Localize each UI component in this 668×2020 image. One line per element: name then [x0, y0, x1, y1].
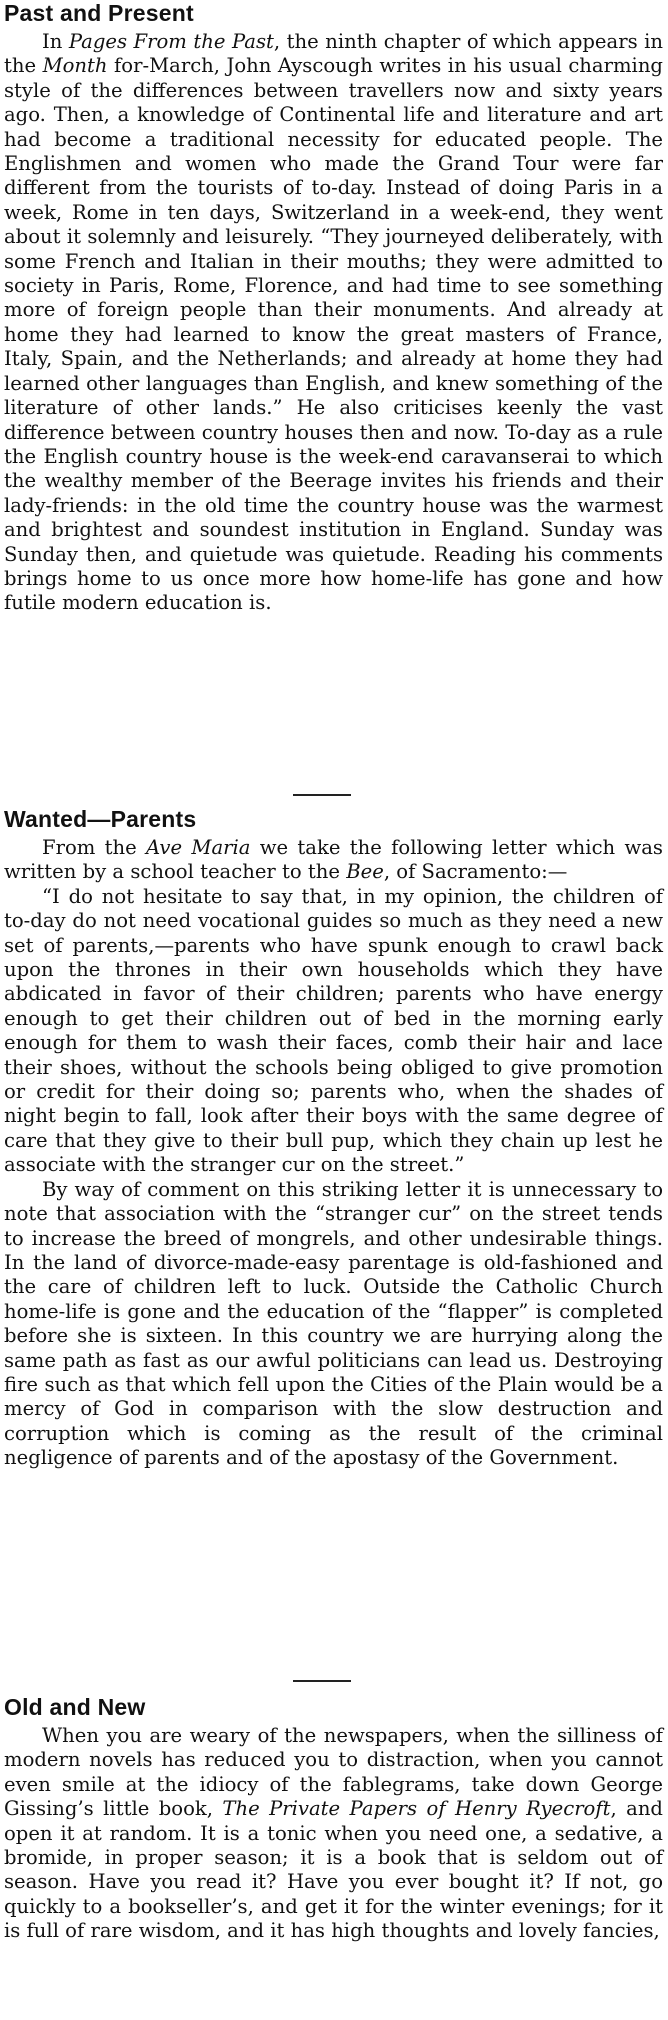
text-run: From the [42, 836, 147, 859]
section-divider [293, 1680, 351, 1682]
text-run: When you are weary of the newspapers, when the silliness of modern novels has reduced you to distraction, when you cannot even smile at the idiocy of the fablegrams, take down George Gissing’s little book, [4, 1724, 663, 1821]
paragraph [4, 1724, 663, 1944]
text-run: , of Sacramento:— [383, 860, 568, 884]
text-run: “I do not hesitate to say that, in my opinion, the children of to-day do not need vocational guides so much as they need a new set of parents,—parents who have spunk enough to crawl back upon the thrones in their own households which they have abdicated in favor of their children; parents who have energy enough to get their children out of bed in the morning early enough for them to wash their faces, comb their hair and lace their shoes, without the schools being obliged to give promotion or credit for their doing so; parents who, when the shades of night begin to fall, look after their boys with the same degree of care that they give to their bull pup, which they chain up lest he associate with the stranger cur on the street.” [4, 884, 663, 1177]
text-run: we take the following letter which was written by a school teacher to the [4, 836, 663, 884]
section-divider [293, 794, 351, 796]
text-run: for-March, John Ayscough writes in his usual charming style of the differences between travellers now and sixty years ago. Then, a knowledge of Continental life and literature and art had become a traditional necessity for educated people. The Englishmen and women who made the Grand Tour were far different from the tourists of to-day. Instead of doing Paris in a week, Rome in ten days, Switzerland in a week-end, they went about it solemnly and leisurely. “They journeyed deliberately, with some French and Italian in their mouths; they were admitted to society in Paris, Rome, Florence, and had time to see something more of foreign people than their monuments. And already at home they had learned to know the great masters of France, Italy, Spain, and the Netherlands; and already at home they had learned other languages than English, and knew something of the literature of other lands.” He also criticises keenly the vast difference between country houses then and now. To-day as a rule the English country house is the week-end caravanserai to which the wealthy member of the Beerage invites his friends and their lady-friends: in the old time the country house was the warmest and brightest and soundest institution in England. Sunday was Sunday then, and quietude was quietude. Reading his comments brings home to us once more how home-life has gone and how futile modern education is. [4, 54, 663, 615]
section-heading: Old and New [4, 1694, 146, 1720]
text-run: By way of comment on this striking letter it is unnecessary to note that association with the “stranger cur” on the street tends to increase the breed of mongrels, and other undesirable things. In the land of divorce-made-easy parentage is old-fashioned and the care of children left to luck. Outside the Catholic Church home-life is gone and the education of the “flapper” is completed before she is sixteen. In this country we are hurrying along the same path as fast as our awful politicians can lead us. Destroying fire such as that which fell upon the Cities of the Plain would be a mercy of God in comparison with the slow destruction and corruption which is coming as the result of the criminal negligence of parents and of the apostasy of the Government. [4, 1177, 663, 1470]
text-run: In [42, 30, 69, 53]
italic-title-run: Pages From the Past [68, 30, 274, 53]
italic-title-run: Ave Maria [146, 836, 251, 859]
section-heading: Wanted—Parents [4, 806, 197, 832]
section-past-and-present [4, 0, 663, 616]
text-run: , the ninth chapter of which appears in the [4, 30, 664, 78]
section-old-and-new [4, 1694, 663, 1944]
paragraph [4, 1178, 663, 1471]
section-wanted-parents [4, 806, 663, 1471]
italic-title-run: The Private Papers of Henry Ryecroft [222, 1797, 611, 1821]
paragraph [4, 30, 663, 616]
quoted-letter [4, 885, 663, 1178]
paragraph [4, 836, 663, 885]
italic-title-run: Bee [346, 860, 384, 884]
italic-title-run: Month [42, 54, 108, 78]
section-heading: Past and Present [4, 0, 194, 26]
text-run: , and open it at random. It is a tonic when you need one, a sedative, a bromide, in proper season; it is a book that is seldom out of season. Have you read it? Have you ever bought it? If not, go quickly to a bookseller’s, and get it for the winter evenings; for it is full of rare wisdom, and it has high thoughts and lovely fancies, [4, 1797, 663, 1943]
